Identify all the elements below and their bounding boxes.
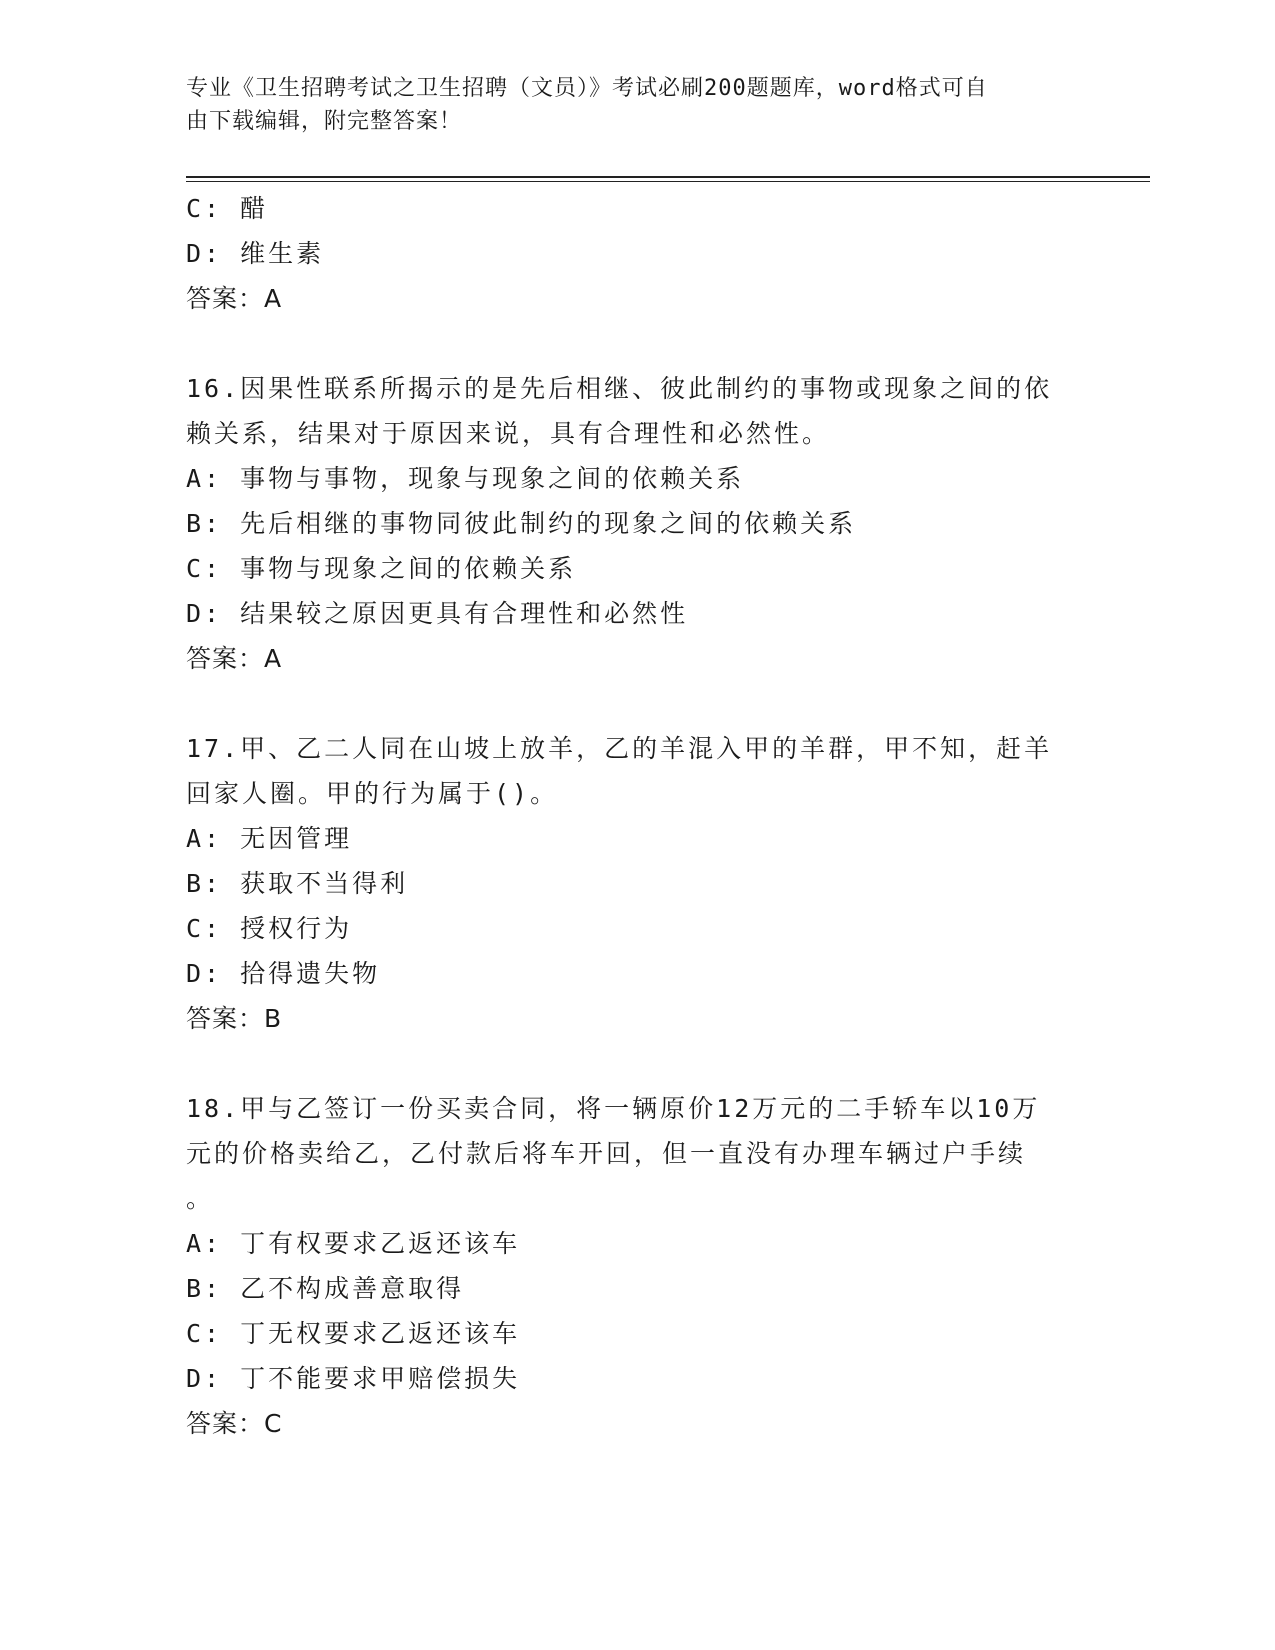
option-b: B: 先后相继的事物同彼此制约的现象之间的依赖关系 — [186, 509, 857, 538]
question-text-line: 18.甲与乙签订一份买卖合同，将一辆原价12万元的二手轿车以10万 — [186, 1094, 1041, 1123]
question-text-line: 17.甲、乙二人同在山坡上放羊，乙的羊混入甲的羊群，甲不知，赶羊 — [186, 734, 1053, 763]
question-text-line: 。 — [186, 1184, 215, 1213]
spacer — [186, 681, 1086, 726]
option-c: C: 醋 — [186, 194, 269, 223]
option-c: C: 事物与现象之间的依赖关系 — [186, 554, 577, 583]
option-d: D: 结果较之原因更具有合理性和必然性 — [186, 599, 689, 628]
option-c: C: 丁无权要求乙返还该车 — [186, 1319, 521, 1348]
answer-line: 答案：A — [186, 284, 283, 313]
header-rule-thin — [186, 181, 1150, 182]
answer-line: 答案：B — [186, 1004, 283, 1033]
question-17 — [186, 726, 1086, 1041]
question-text-line: 16.因果性联系所揭示的是先后相继、彼此制约的事物或现象之间的依 — [186, 374, 1053, 403]
previous-question-tail — [186, 186, 1086, 321]
page-header — [186, 72, 1066, 138]
option-b: B: 获取不当得利 — [186, 869, 409, 898]
option-a: A: 丁有权要求乙返还该车 — [186, 1229, 521, 1258]
question-16 — [186, 366, 1086, 681]
question-18 — [186, 1086, 1086, 1446]
document-body — [186, 186, 1086, 1446]
spacer — [186, 321, 1086, 366]
option-a: A: 无因管理 — [186, 824, 353, 853]
answer-line: 答案：C — [186, 1409, 283, 1438]
header-rule-thick — [186, 176, 1150, 178]
header-title-line-1: 专业《卫生招聘考试之卫生招聘（文员）》考试必刷200题题库，word格式可自 — [186, 76, 988, 101]
option-d: D: 丁不能要求甲赔偿损失 — [186, 1364, 521, 1393]
option-c: C: 授权行为 — [186, 914, 353, 943]
question-text-line: 赖关系，结果对于原因来说，具有合理性和必然性。 — [186, 419, 831, 448]
option-d: D: 维生素 — [186, 239, 325, 268]
answer-line: 答案：A — [186, 644, 283, 673]
option-d: D: 拾得遗失物 — [186, 959, 381, 988]
question-text-line: 元的价格卖给乙，乙付款后将车开回，但一直没有办理车辆过户手续 — [186, 1139, 1027, 1168]
header-title-line-2: 由下载编辑，附完整答案！ — [186, 109, 463, 134]
option-b: B: 乙不构成善意取得 — [186, 1274, 465, 1303]
question-text-line: 回家人圈。甲的行为属于()。 — [186, 779, 559, 808]
spacer — [186, 1041, 1086, 1086]
option-a: A: 事物与事物，现象与现象之间的依赖关系 — [186, 464, 745, 493]
